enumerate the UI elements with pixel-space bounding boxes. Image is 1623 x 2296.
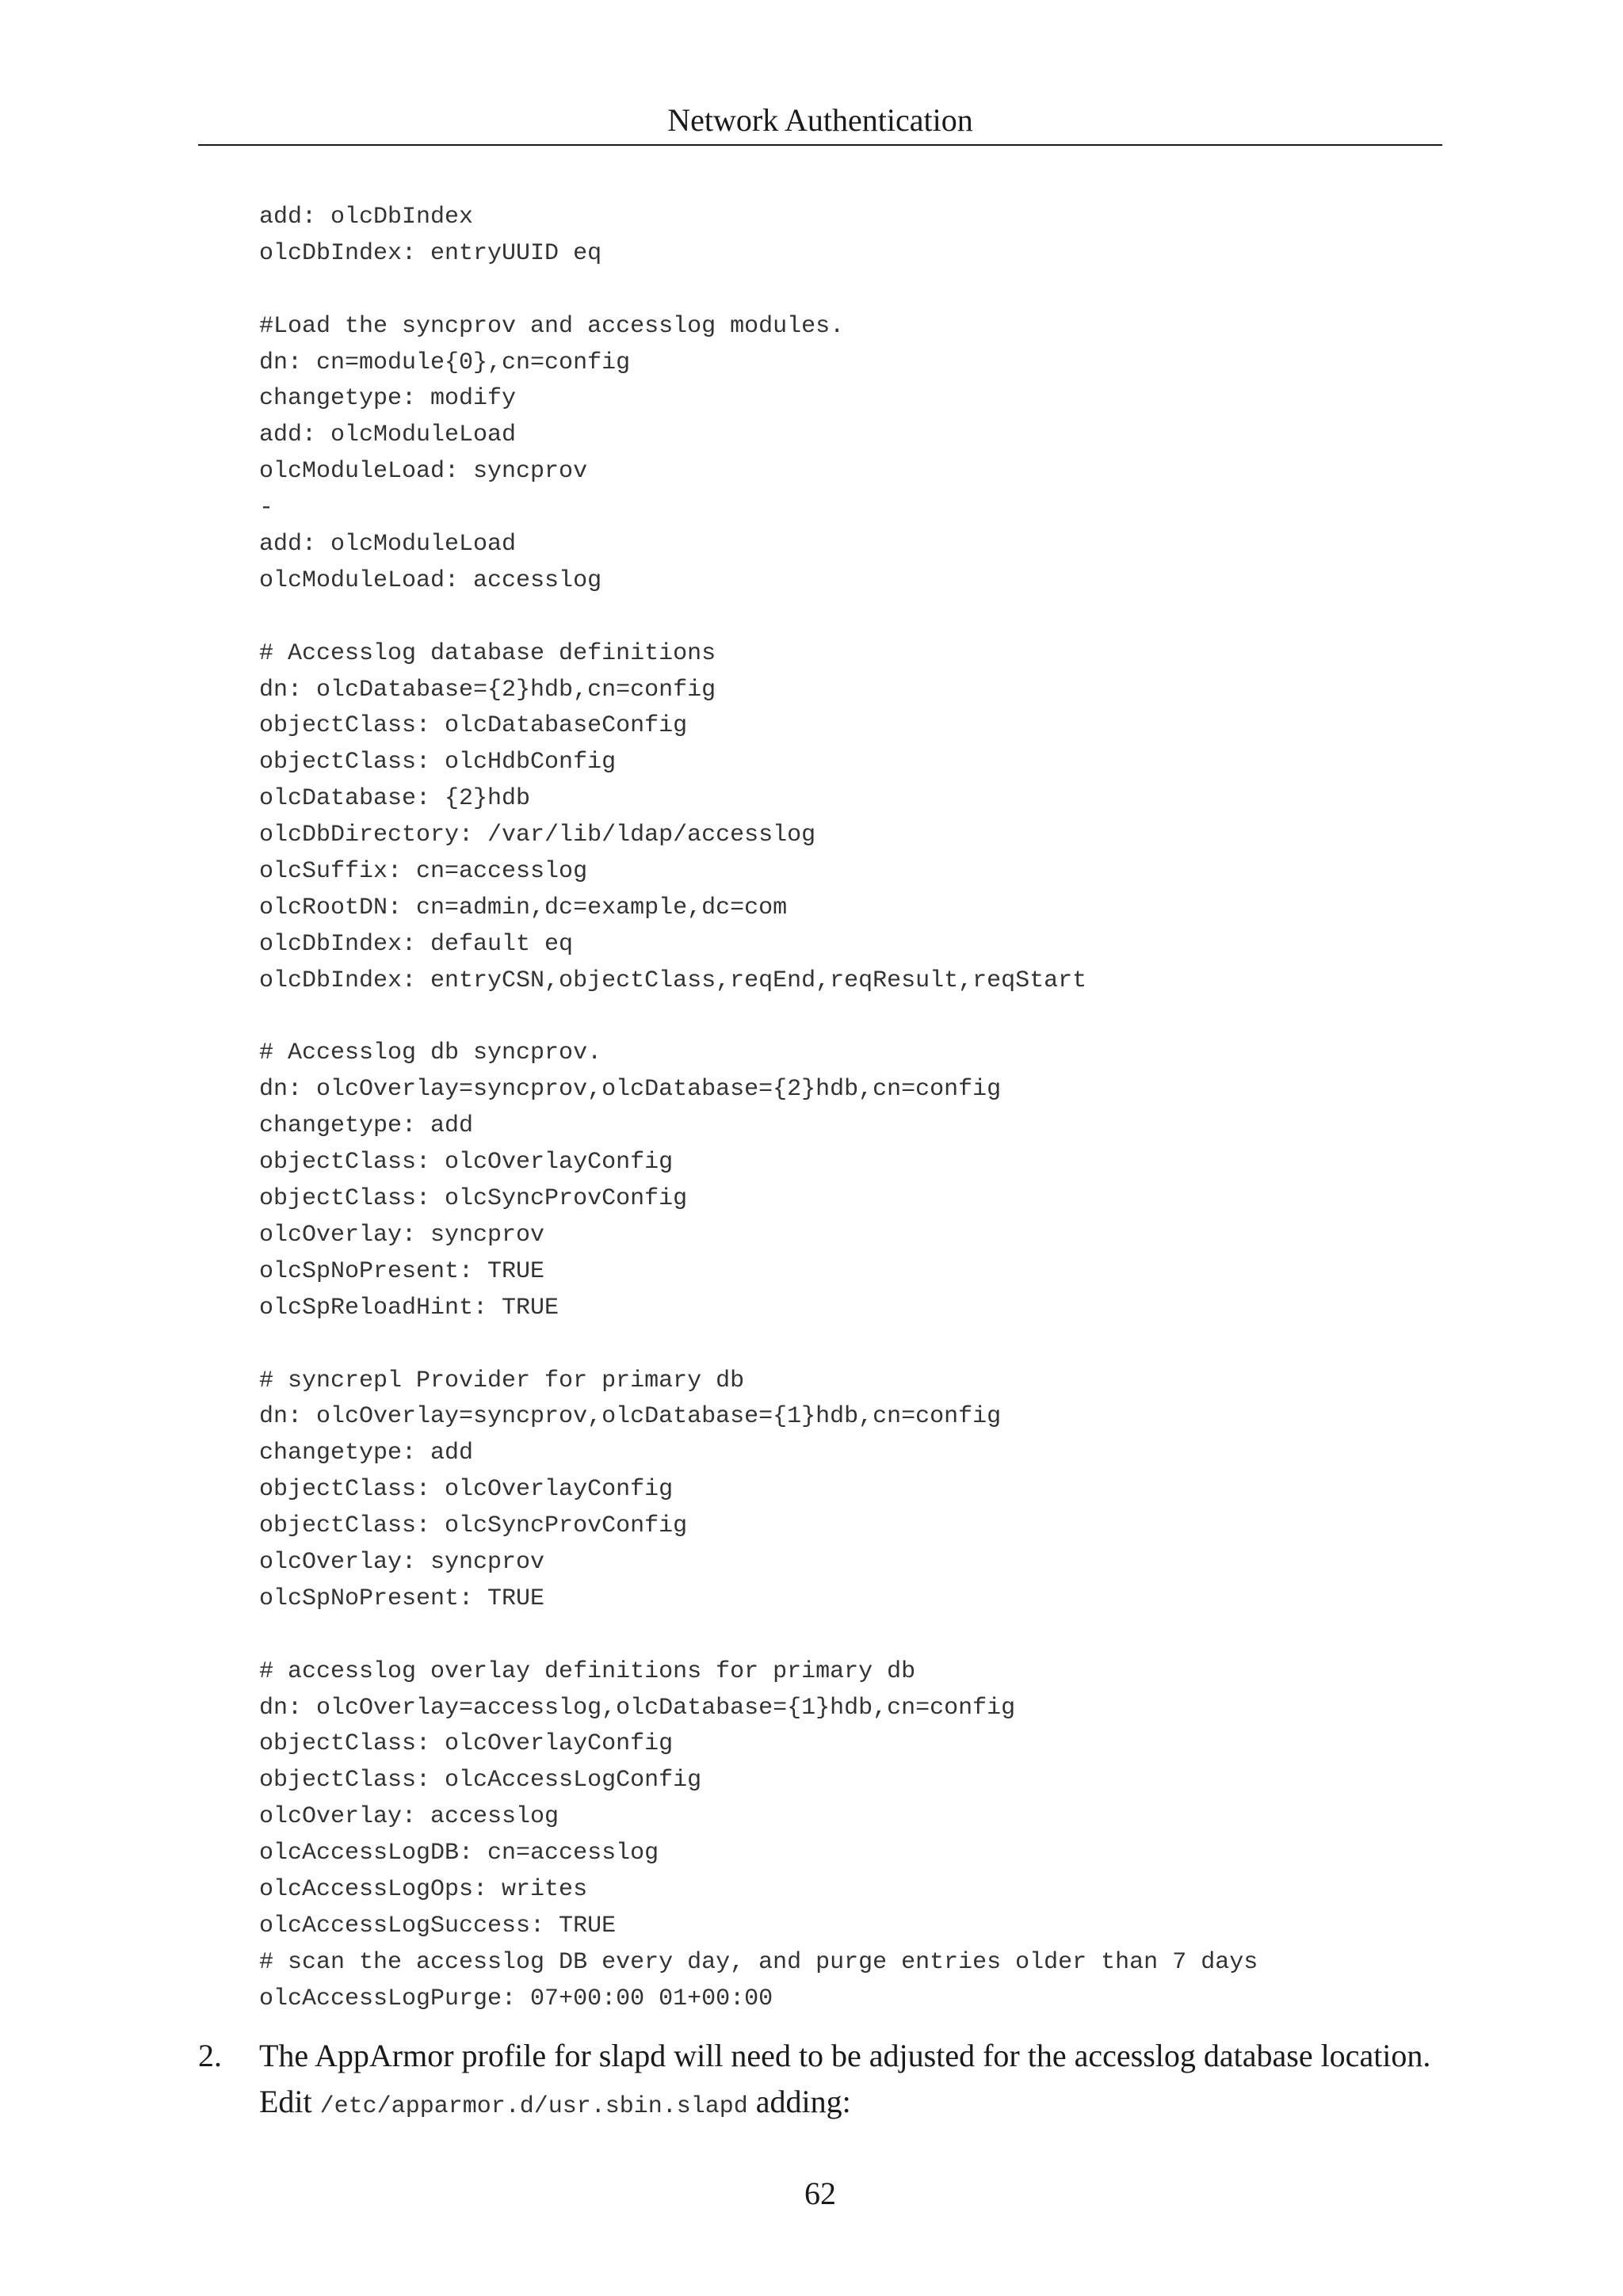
code-line: olcModuleLoad: syncprov — [259, 458, 588, 486]
code-line: olcRootDN: cn=admin,dc=example,dc=com — [259, 894, 788, 921]
code-line: # accesslog overlay definitions for primary db — [259, 1657, 916, 1685]
code-line: dn: olcOverlay=accesslog,olcDatabase={1}hdb,cn=config — [259, 1694, 1016, 1722]
code-line: olcOverlay: syncprov — [259, 1548, 545, 1576]
code-block — [259, 200, 1258, 2018]
code-line: objectClass: olcSyncProvConfig — [259, 1512, 688, 1540]
code-line: dn: olcDatabase={2}hdb,cn=config — [259, 676, 716, 704]
code-line: changetype: add — [259, 1112, 474, 1140]
code-line: objectClass: olcOverlayConfig — [259, 1730, 674, 1758]
code-line: olcSpReloadHint: TRUE — [259, 1294, 559, 1322]
code-line — [259, 1327, 1258, 1363]
code-line — [259, 1618, 1258, 1654]
code-line: olcOverlay: accesslog — [259, 1803, 559, 1831]
code-line: objectClass: olcSyncProvConfig — [259, 1185, 688, 1213]
code-line: changetype: add — [259, 1440, 474, 1467]
code-line: - — [259, 494, 274, 522]
step-number: 2. — [198, 2038, 222, 2073]
apparmor-profile-path: /etc/apparmor.d/usr.sbin.slapd — [319, 2093, 748, 2120]
code-line: olcDbIndex: default eq — [259, 930, 574, 958]
code-line: add: olcModuleLoad — [259, 421, 517, 449]
code-line: olcSuffix: cn=accesslog — [259, 858, 588, 886]
code-line: dn: olcOverlay=syncprov,olcDatabase={2}hdb,cn=config — [259, 1076, 1002, 1104]
code-line: olcAccessLogDB: cn=accesslog — [259, 1840, 659, 1867]
code-line: olcDbDirectory: /var/lib/ldap/accesslog — [259, 822, 816, 849]
code-line: olcSpNoPresent: TRUE — [259, 1585, 545, 1612]
running-header: Network Authentication — [667, 102, 973, 138]
header-rule — [198, 144, 1442, 146]
code-line: dn: olcOverlay=syncprov,olcDatabase={1}hdb,cn=config — [259, 1403, 1002, 1431]
code-line: add: olcModuleLoad — [259, 531, 517, 559]
code-line: # scan the accesslog DB every day, and purge entries older than 7 days — [259, 1948, 1258, 1976]
code-line: dn: cn=module{0},cn=config — [259, 349, 631, 376]
code-line: #Load the syncprov and accesslog modules. — [259, 312, 845, 340]
code-line: olcOverlay: syncprov — [259, 1221, 545, 1249]
code-line — [259, 1000, 1258, 1036]
code-line: objectClass: olcDatabaseConfig — [259, 712, 688, 740]
code-line: # Accesslog database definitions — [259, 639, 716, 667]
code-line — [259, 273, 1258, 309]
code-line: olcAccessLogSuccess: TRUE — [259, 1912, 617, 1939]
code-line: olcAccessLogOps: writes — [259, 1875, 588, 1903]
code-line: objectClass: olcHdbConfig — [259, 749, 617, 776]
step-text-before: The AppArmor profile for slapd will need to be adjusted for the accesslog database location. Edit — [259, 2038, 1431, 2119]
step-text-after: adding: — [747, 2084, 851, 2119]
page-number: 62 — [804, 2176, 836, 2211]
code-line: changetype: modify — [259, 385, 517, 413]
code-line: objectClass: olcAccessLogConfig — [259, 1767, 702, 1794]
code-line: objectClass: olcOverlayConfig — [259, 1476, 674, 1504]
code-line: olcDbIndex: entryUUID eq — [259, 239, 602, 267]
code-line: olcDbIndex: entryCSN,objectClass,reqEnd,reqResult,reqStart — [259, 967, 1087, 994]
step-item — [198, 2033, 1442, 2130]
code-line — [259, 600, 1258, 636]
step-text — [259, 2033, 1442, 2130]
code-line: olcModuleLoad: accesslog — [259, 566, 602, 594]
code-line: olcAccessLogPurge: 07+00:00 01+00:00 — [259, 1985, 773, 2012]
code-line: # syncrepl Provider for primary db — [259, 1367, 745, 1394]
code-line: # Accesslog db syncprov. — [259, 1039, 602, 1067]
code-line: olcSpNoPresent: TRUE — [259, 1257, 545, 1285]
code-line: add: olcDbIndex — [259, 204, 474, 231]
code-line: objectClass: olcOverlayConfig — [259, 1149, 674, 1177]
code-line: olcDatabase: {2}hdb — [259, 785, 531, 813]
